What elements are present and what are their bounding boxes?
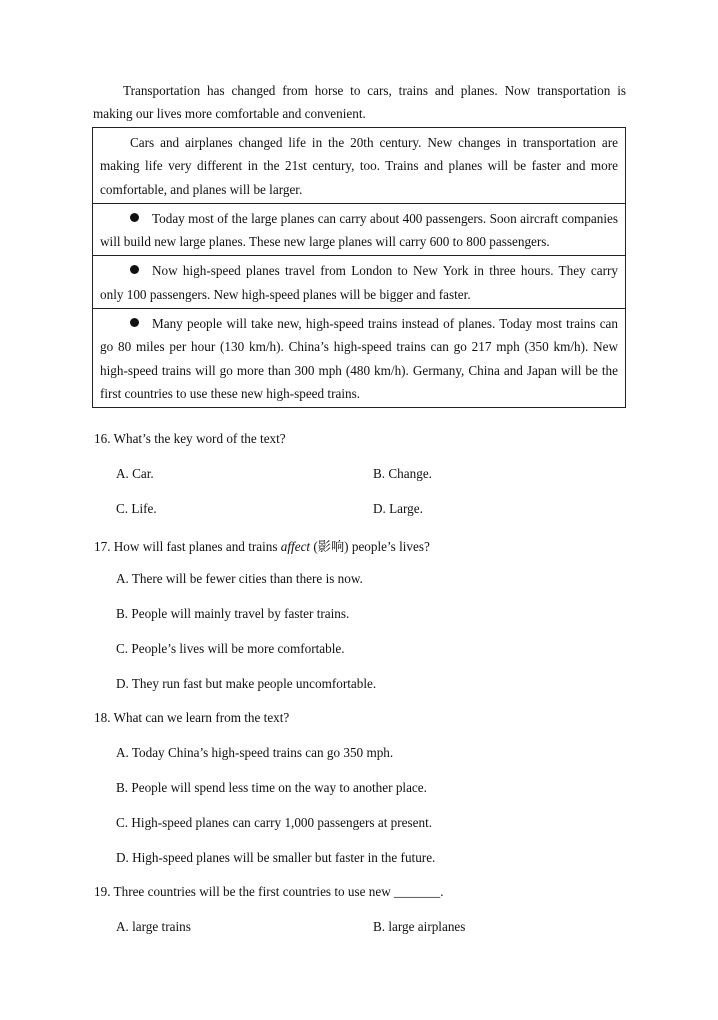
q18-option-c: C. High-speed planes can carry 1,000 passengers at present.	[116, 815, 433, 830]
passage-cell-4	[93, 308, 625, 407]
passage-table	[92, 127, 626, 408]
q18-option-d: D. High-speed planes will be smaller but faster in the future.	[116, 850, 436, 865]
bullet-icon	[130, 318, 139, 327]
passage-text-2: Today most of the large planes can carry about 400 passengers. Soon aircraft companies will build new large planes. These new large planes will carry 600 to 800 passengers.	[100, 210, 618, 250]
question-18-stem: 18. What can we learn from the text?	[94, 710, 290, 725]
bullet-icon	[130, 265, 139, 274]
q16-option-a: A. Car.	[116, 466, 154, 481]
q17-stem-emphasis: affect	[280, 539, 311, 554]
question-16-stem: 16. What’s the key word of the text?	[94, 431, 286, 446]
q18-option-b: B. People will spend less time on the way to another place.	[116, 780, 427, 795]
q17-option-b: B. People will mainly travel by faster trains.	[116, 606, 350, 621]
q19-option-b: B. large airplanes	[373, 919, 466, 934]
q17-option-d: D. They run fast but make people uncomfortable.	[116, 676, 377, 691]
q18-option-a: A. Today China’s high-speed trains can go 350 mph.	[116, 745, 394, 760]
passage-cell-3	[93, 255, 625, 308]
question-17-stem	[94, 536, 430, 555]
bullet-icon	[130, 213, 139, 222]
passage-cell-1: Cars and airplanes changed life in the 20th century. New changes in transportation are making life very different in the 21st century, too. Trains and planes will be faster and more comfortable, and planes will be larger.	[100, 135, 618, 197]
q17-option-c: C. People’s lives will be more comfortable.	[116, 641, 345, 656]
q19-option-a: A. large trains	[116, 919, 191, 934]
q17-option-a: A. There will be fewer cities than there is now.	[116, 571, 363, 586]
passage-text-4: Many people will take new, high-speed trains instead of planes. Today most trains can go 80 miles per hour (130 km/h). China’s high-speed trains can go 217 mph (350 km/h). New high-speed trains will go more than 300 mph (480 km/h). Germany, China and Japan will be the first countries to use these new high-speed trains.	[100, 316, 618, 401]
intro-paragraph: Transportation has changed from horse to cars, trains and planes. Now transportation is making our lives more comfortable and convenient.	[93, 83, 626, 121]
passage-cell-2	[93, 203, 625, 256]
passage-text-3: Now high-speed planes travel from London to New York in three hours. They carry only 100 passengers. New high-speed planes will be bigger and faster.	[100, 263, 618, 302]
q16-option-b: B. Change.	[373, 466, 432, 481]
q17-stem-after: (影响) people’s lives?	[310, 539, 430, 554]
q17-stem-before: 17. How will fast planes and trains	[94, 539, 281, 554]
q16-option-d: D. Large.	[373, 501, 423, 516]
question-19-stem: 19. Three countries will be the first countries to use new _______.	[94, 884, 444, 899]
q16-option-c: C. Life.	[116, 501, 157, 516]
